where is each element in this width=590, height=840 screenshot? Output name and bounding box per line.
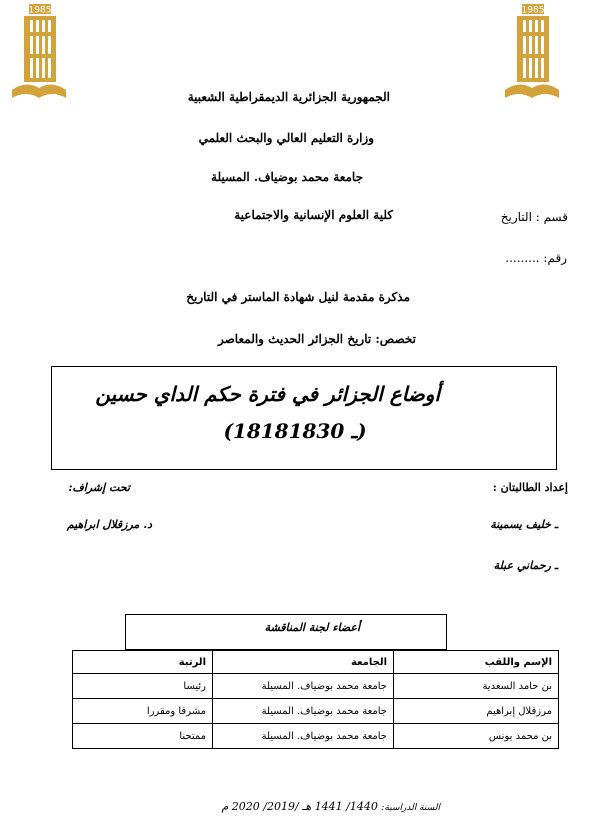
academic-year-label: السنة الدراسية: — [381, 803, 440, 813]
student-name-2: ـ رحماني عبلة — [493, 559, 558, 572]
student-name-1: ـ خليف يسمينة — [490, 518, 558, 531]
university-logo-left — [10, 4, 68, 102]
university-logo-right — [503, 4, 561, 102]
jury-heading-box — [125, 614, 447, 650]
logo-year: 1985 — [28, 5, 52, 16]
republic-heading: الجمهورية الجزائرية الديمقراطية الشعبية — [187, 90, 390, 104]
column-header-name: الإسم واللقب — [394, 651, 559, 674]
academic-year-value: 1440/ 1441 هـ /2019/ 2020 م — [221, 800, 378, 813]
university-heading: جامعة محمد بوضياف. المسيلة — [211, 170, 363, 184]
logo-year: 1985 — [521, 5, 545, 16]
jury-member-university: جامعة محمد بوضياف. المسيلة — [213, 724, 394, 749]
jury-member-university: جامعة محمد بوضياف. المسيلة — [213, 674, 394, 699]
thesis-period: (1818ـ 1830) — [223, 419, 367, 443]
jury-table — [72, 650, 559, 749]
students-label: إعداد الطالبتان : — [492, 481, 568, 494]
table-row — [73, 699, 559, 724]
memo-statement: مذكرة مقدمة لنيل شهادة الماستر في التاريخ — [186, 290, 410, 304]
academic-year — [180, 800, 440, 813]
jury-heading: أعضاء لجنة المناقشة — [264, 621, 360, 634]
ministry-heading: وزارة التعليم العالي والبحث العلمي — [198, 131, 374, 145]
jury-member-rank: ممتحنا — [73, 724, 213, 749]
thesis-title: أوضاع الجزائر في فترة حكم الداي حسين — [95, 382, 440, 406]
table-header-row — [73, 651, 559, 674]
supervisor-label: تحت إشراف: — [68, 481, 130, 494]
column-header-university: الجامعة — [213, 651, 394, 674]
reference-number: رقم: ......... — [505, 251, 567, 265]
faculty-heading: كلية العلوم الإنسانية والاجتماعية — [234, 208, 393, 222]
jury-member-name: بن محمد يونس — [394, 724, 559, 749]
specialty-label: تخصص: تاريخ الجزائر الحديث والمعاصر — [218, 332, 416, 346]
column-header-rank: الرتبة — [73, 651, 213, 674]
supervisor-name: د. مرزقلال ابراهيم — [66, 518, 152, 531]
jury-member-name: بن حامد السعدية — [394, 674, 559, 699]
table-row — [73, 674, 559, 699]
table-row — [73, 724, 559, 749]
jury-member-name: مرزقلال إبراهيم — [394, 699, 559, 724]
jury-member-rank: مشرفا ومقررا — [73, 699, 213, 724]
jury-member-rank: رئيسا — [73, 674, 213, 699]
department-label: قسم : التاريخ — [500, 210, 568, 224]
jury-member-university: جامعة محمد بوضياف. المسيلة — [213, 699, 394, 724]
